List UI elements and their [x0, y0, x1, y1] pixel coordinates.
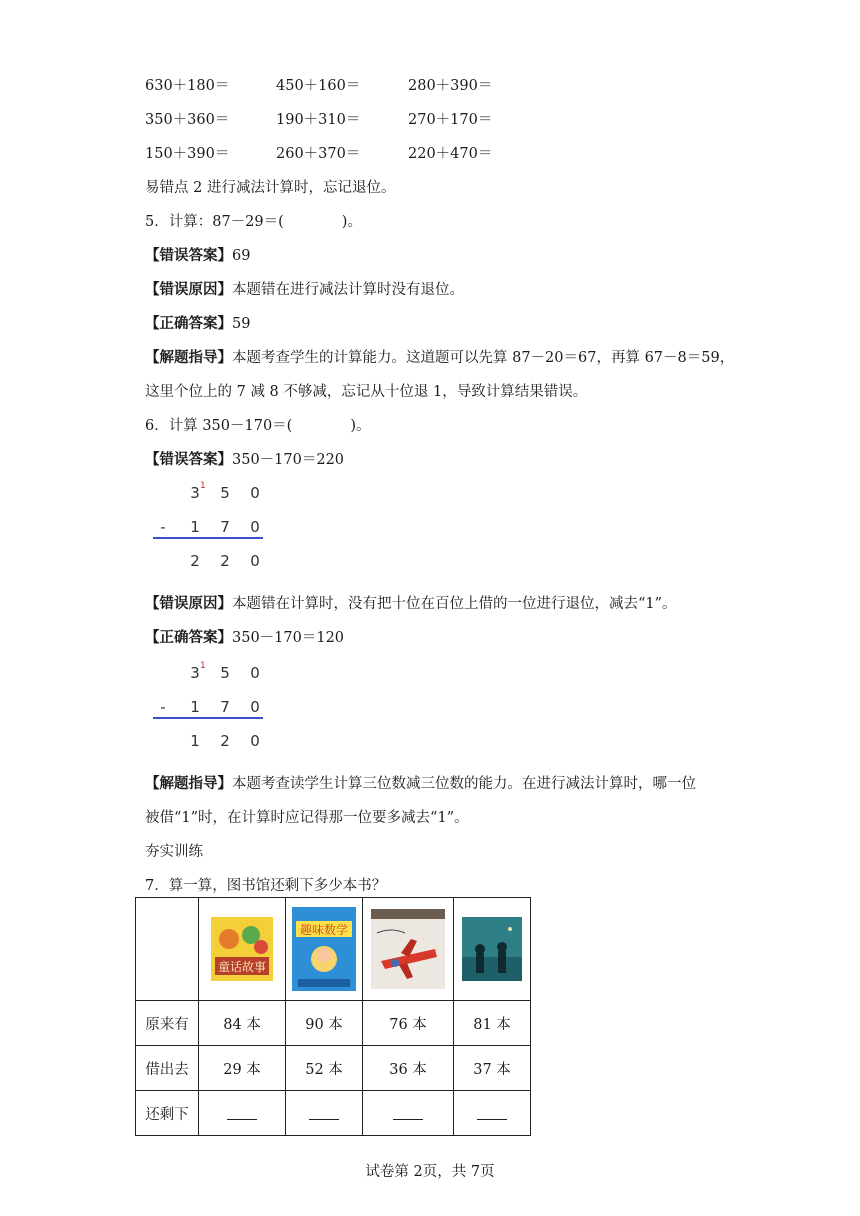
- book-title: 趣味数学: [299, 923, 349, 937]
- fun-math-book-cover: [292, 907, 356, 991]
- table-cell: 84 本: [199, 1001, 286, 1046]
- silhouette-book-cover: [462, 917, 522, 981]
- minus-sign: -: [160, 698, 166, 716]
- airplane-book-cover: [371, 909, 445, 989]
- digit: 0: [250, 484, 260, 502]
- vertical-calculation-wrong: [150, 481, 270, 580]
- digit: 0: [250, 518, 260, 536]
- result-line: [153, 537, 263, 539]
- solution-guide-continued: 被借“1”时，在计算时应记得那一位要多减去“1”。: [145, 810, 469, 826]
- borrow-mark: 1: [200, 481, 206, 491]
- error-reason: 【错误原因】本题错在进行减法计算时没有退位。: [145, 281, 464, 298]
- book-title: 童话故事: [217, 960, 267, 974]
- result-line: [153, 717, 263, 719]
- digit: 0: [250, 732, 260, 750]
- equation: 260＋370＝: [276, 146, 361, 162]
- vertical-calculation-correct: [150, 661, 270, 760]
- solution-guide: 【解题指导】本题考查读学生计算三位数减三位数的能力。在进行减法计算时，哪一位: [145, 775, 696, 792]
- answer-blank[interactable]: [227, 1103, 257, 1120]
- borrow-mark: 1: [200, 661, 206, 671]
- digit: 1: [190, 732, 200, 750]
- fairy-tale-book-cover: [211, 917, 273, 981]
- solution-guide: 【解题指导】本题考查学生的计算能力。这道题可以先算 87－20＝67，再算 67－8＝59，: [145, 349, 735, 366]
- digit: 7: [220, 518, 230, 536]
- section-heading: 易错点 2 进行减法计算时，忘记退位。: [145, 180, 396, 196]
- digit: 3: [190, 484, 200, 502]
- answer-cell[interactable]: [363, 1091, 454, 1136]
- digit: 2: [190, 552, 200, 570]
- equation: 350＋360＝: [145, 112, 230, 128]
- table-cell: [286, 898, 363, 1001]
- digit: 1: [190, 698, 200, 716]
- minus-sign: -: [160, 518, 166, 536]
- table-cell: 81 本: [454, 1001, 531, 1046]
- digit: 5: [220, 484, 230, 502]
- table-cell: 37 本: [454, 1046, 531, 1091]
- table-cell: [136, 898, 199, 1001]
- equation: 270＋170＝: [408, 112, 493, 128]
- table-cell: [454, 898, 531, 1001]
- question-5: 5．计算：87－29＝( )。: [145, 214, 362, 230]
- digit: 2: [220, 552, 230, 570]
- row-label: 原来有: [136, 1001, 199, 1046]
- equation: 150＋390＝: [145, 146, 230, 162]
- digit: 1: [190, 518, 200, 536]
- answer-blank[interactable]: [309, 1103, 339, 1120]
- equation: 280＋390＝: [408, 78, 493, 94]
- correct-answer: 【正确答案】59: [145, 315, 251, 332]
- digit: 0: [250, 664, 260, 682]
- digit: 2: [220, 732, 230, 750]
- answer-cell[interactable]: [454, 1091, 531, 1136]
- equation: 630＋180＝: [145, 78, 230, 94]
- equation: 190＋310＝: [276, 112, 361, 128]
- wrong-answer: 【错误答案】69: [145, 247, 251, 264]
- correct-answer: 【正确答案】350－170＝120: [145, 629, 345, 646]
- table-row: [136, 1091, 531, 1136]
- digit: 0: [250, 552, 260, 570]
- solution-guide-continued: 这里个位上的 7 减 8 不够减，忘记从十位退 1，导致计算结果错误。: [145, 384, 588, 400]
- equation: 450＋160＝: [276, 78, 361, 94]
- error-reason: 【错误原因】本题错在计算时，没有把十位在百位上借的一位进行退位，减去“1”。: [145, 595, 677, 612]
- digit: 7: [220, 698, 230, 716]
- digit: 0: [250, 698, 260, 716]
- wrong-answer: 【错误答案】350－170＝220: [145, 451, 345, 468]
- answer-cell[interactable]: [286, 1091, 363, 1136]
- table-cell: [199, 898, 286, 1001]
- table-row: [136, 898, 531, 1001]
- books-table: [135, 897, 531, 1136]
- table-row: [136, 1046, 531, 1091]
- row-label: 还剩下: [136, 1091, 199, 1136]
- table-cell: 29 本: [199, 1046, 286, 1091]
- digit: 5: [220, 664, 230, 682]
- table-cell: 52 本: [286, 1046, 363, 1091]
- question-7: 7．算一算，图书馆还剩下多少本书？: [145, 878, 387, 894]
- page-footer: 试卷第 2页，共 7页: [365, 1164, 495, 1180]
- practice-heading: 夯实训练: [145, 844, 203, 860]
- answer-cell[interactable]: [199, 1091, 286, 1136]
- answer-blank[interactable]: [393, 1103, 423, 1120]
- equation: 220＋470＝: [408, 146, 493, 162]
- table-cell: 76 本: [363, 1001, 454, 1046]
- question-6: 6．计算 350－170＝( )。: [145, 418, 371, 434]
- digit: 3: [190, 664, 200, 682]
- table-cell: [363, 898, 454, 1001]
- table-row: [136, 1001, 531, 1046]
- answer-blank[interactable]: [477, 1103, 507, 1120]
- table-cell: 36 本: [363, 1046, 454, 1091]
- row-label: 借出去: [136, 1046, 199, 1091]
- table-cell: 90 本: [286, 1001, 363, 1046]
